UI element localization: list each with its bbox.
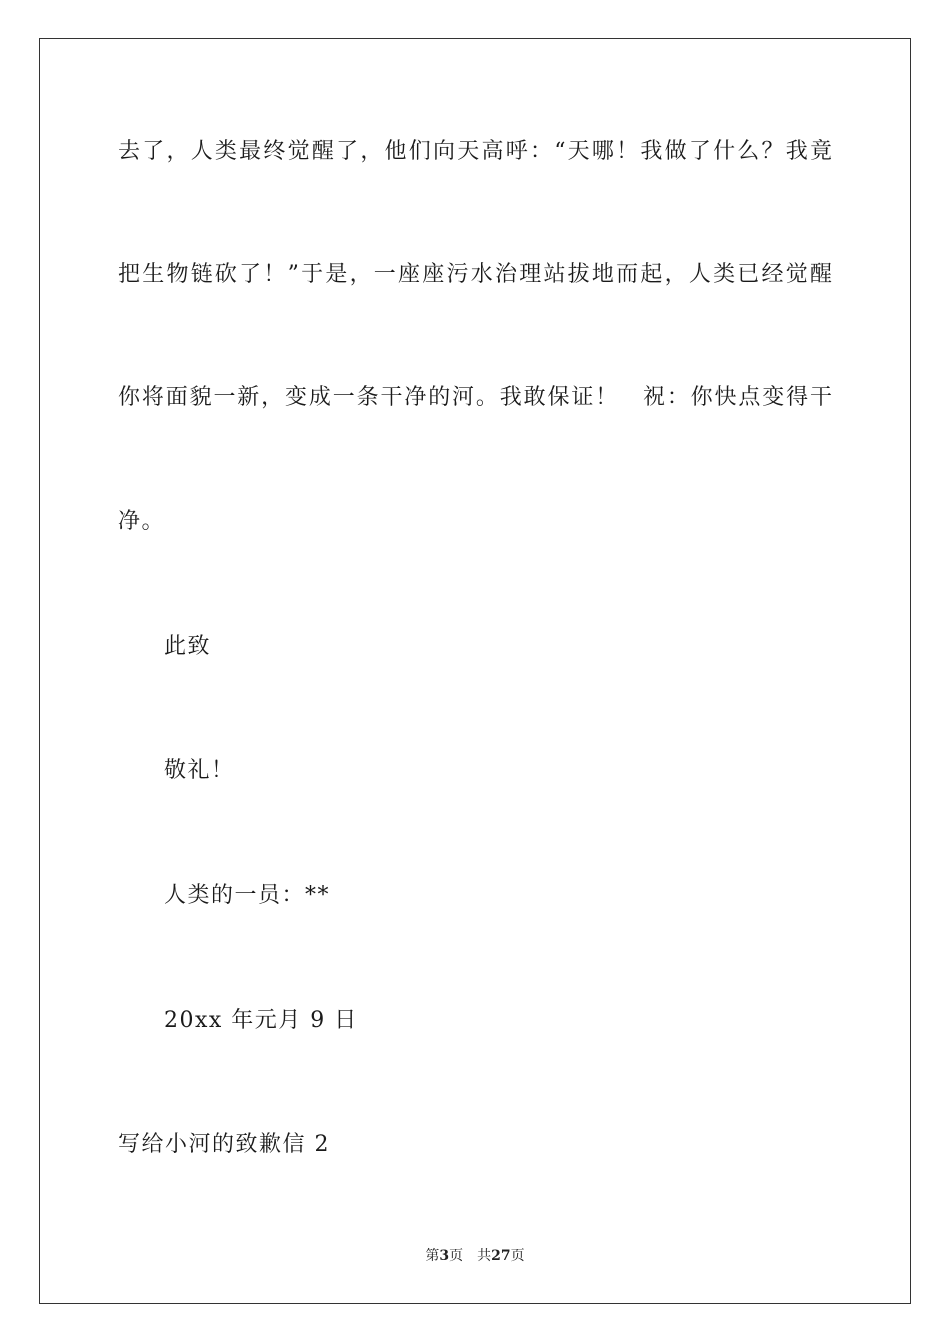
closing-salutation-1: 此致 (164, 634, 212, 659)
date-line: 20xx 年元月 9 日 (164, 1008, 358, 1033)
body-line-1: 去了，人类最终觉醒了，他们向天高呼：“天哪！我做了什么？我竟 (118, 139, 832, 164)
footer-page-total: 27 (491, 1248, 511, 1264)
footer-page-current: 3 (439, 1248, 450, 1264)
footer-page-prefix: 第 (425, 1248, 440, 1264)
body-line-2: 把生物链砍了！”于是，一座座污水治理站拔地而起，人类已经觉醒 (118, 262, 832, 287)
closing-salutation-2: 敬礼！ (164, 758, 235, 783)
next-letter-title: 写给小河的致歉信 2 (118, 1132, 330, 1157)
footer-total-suffix: 页 (510, 1248, 525, 1264)
body-line-3: 你将面貌一新，变成一条干净的河。我敢保证！ 祝：你快点变得干 (118, 385, 832, 410)
body-line-4: 净。 (118, 509, 166, 534)
footer-total-prefix: 共 (477, 1248, 492, 1264)
page-footer (0, 1246, 950, 1266)
page-border (39, 38, 911, 1304)
signature-line: 人类的一员：** (164, 883, 331, 908)
footer-page-suffix: 页 (449, 1248, 464, 1264)
